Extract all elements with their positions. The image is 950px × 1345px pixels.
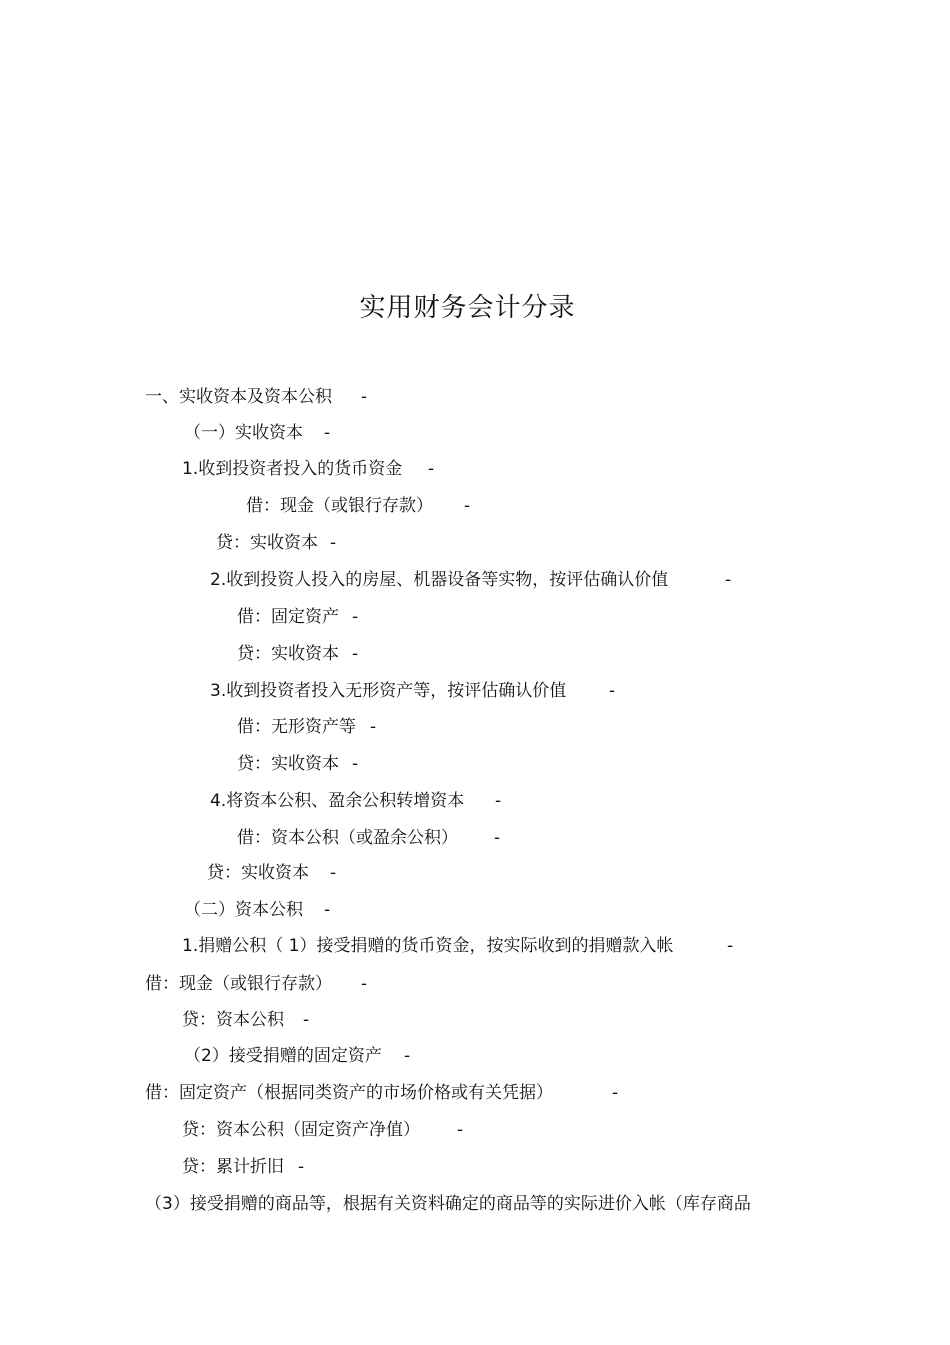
line-mark: - xyxy=(464,496,471,516)
debit-entry: 借：现金（或银行存款） xyxy=(145,974,332,994)
credit-entry: 贷：资本公积（固定资产净值） xyxy=(182,1120,420,1140)
line-mark: - xyxy=(352,644,359,664)
item-heading: 2.收到投资人投入的房屋、机器设备等实物，按评估确认价值 xyxy=(210,570,669,590)
item-heading: （3）接受捐赠的商品等，根据有关资料确定的商品等的实际进价入帐（库存商品 xyxy=(145,1194,751,1214)
subsection-heading: （一）实收资本 xyxy=(184,423,303,443)
line-mark: - xyxy=(324,423,331,443)
debit-entry: 借：现金（或银行存款） xyxy=(246,496,433,516)
line-mark: - xyxy=(457,1120,464,1140)
line-mark: - xyxy=(352,607,359,627)
credit-entry: 贷：实收资本 xyxy=(237,754,339,774)
subsection-heading: （二）资本公积 xyxy=(184,900,303,920)
line-mark: - xyxy=(324,900,331,920)
item-heading: （2）接受捐赠的固定资产 xyxy=(184,1046,382,1066)
credit-entry: 贷：资本公积 xyxy=(182,1010,284,1030)
credit-entry: 贷：累计折旧 xyxy=(182,1157,284,1177)
document-title: 实用财务会计分录 xyxy=(359,293,576,323)
line-mark: - xyxy=(330,863,337,883)
line-mark: - xyxy=(495,791,502,811)
debit-entry: 借：固定资产（根据同类资产的市场价格或有关凭据） xyxy=(145,1083,553,1103)
debit-entry: 借：资本公积（或盈余公积） xyxy=(237,828,458,848)
credit-entry: 贷：实收资本 xyxy=(237,644,339,664)
debit-entry: 借：无形资产等 xyxy=(237,717,356,737)
line-mark: - xyxy=(404,1046,411,1066)
debit-entry: 借：固定资产 xyxy=(237,607,339,627)
credit-entry: 贷：实收资本 xyxy=(216,533,318,553)
line-mark: - xyxy=(330,533,337,553)
item-heading: 1.收到投资者投入的货币资金 xyxy=(182,459,403,479)
line-mark: - xyxy=(352,754,359,774)
line-mark: - xyxy=(609,681,616,701)
line-mark: - xyxy=(361,387,368,407)
line-mark: - xyxy=(494,828,501,848)
line-mark: - xyxy=(303,1010,310,1030)
section-heading: 一、实收资本及资本公积 xyxy=(145,387,332,407)
line-mark: - xyxy=(298,1157,305,1177)
line-mark: - xyxy=(361,974,368,994)
line-mark: - xyxy=(725,570,732,590)
line-mark: - xyxy=(727,936,734,956)
line-mark: - xyxy=(428,459,435,479)
item-heading: 3.收到投资者投入无形资产等，按评估确认价值 xyxy=(210,681,567,701)
line-mark: - xyxy=(612,1083,619,1103)
line-mark: - xyxy=(370,717,377,737)
credit-entry: 贷：实收资本 xyxy=(207,863,309,883)
item-heading: 4.将资本公积、盈余公积转增资本 xyxy=(210,791,465,811)
item-heading: 1.捐赠公积（ 1）接受捐赠的货币资金，按实际收到的捐赠款入帐 xyxy=(182,936,674,956)
